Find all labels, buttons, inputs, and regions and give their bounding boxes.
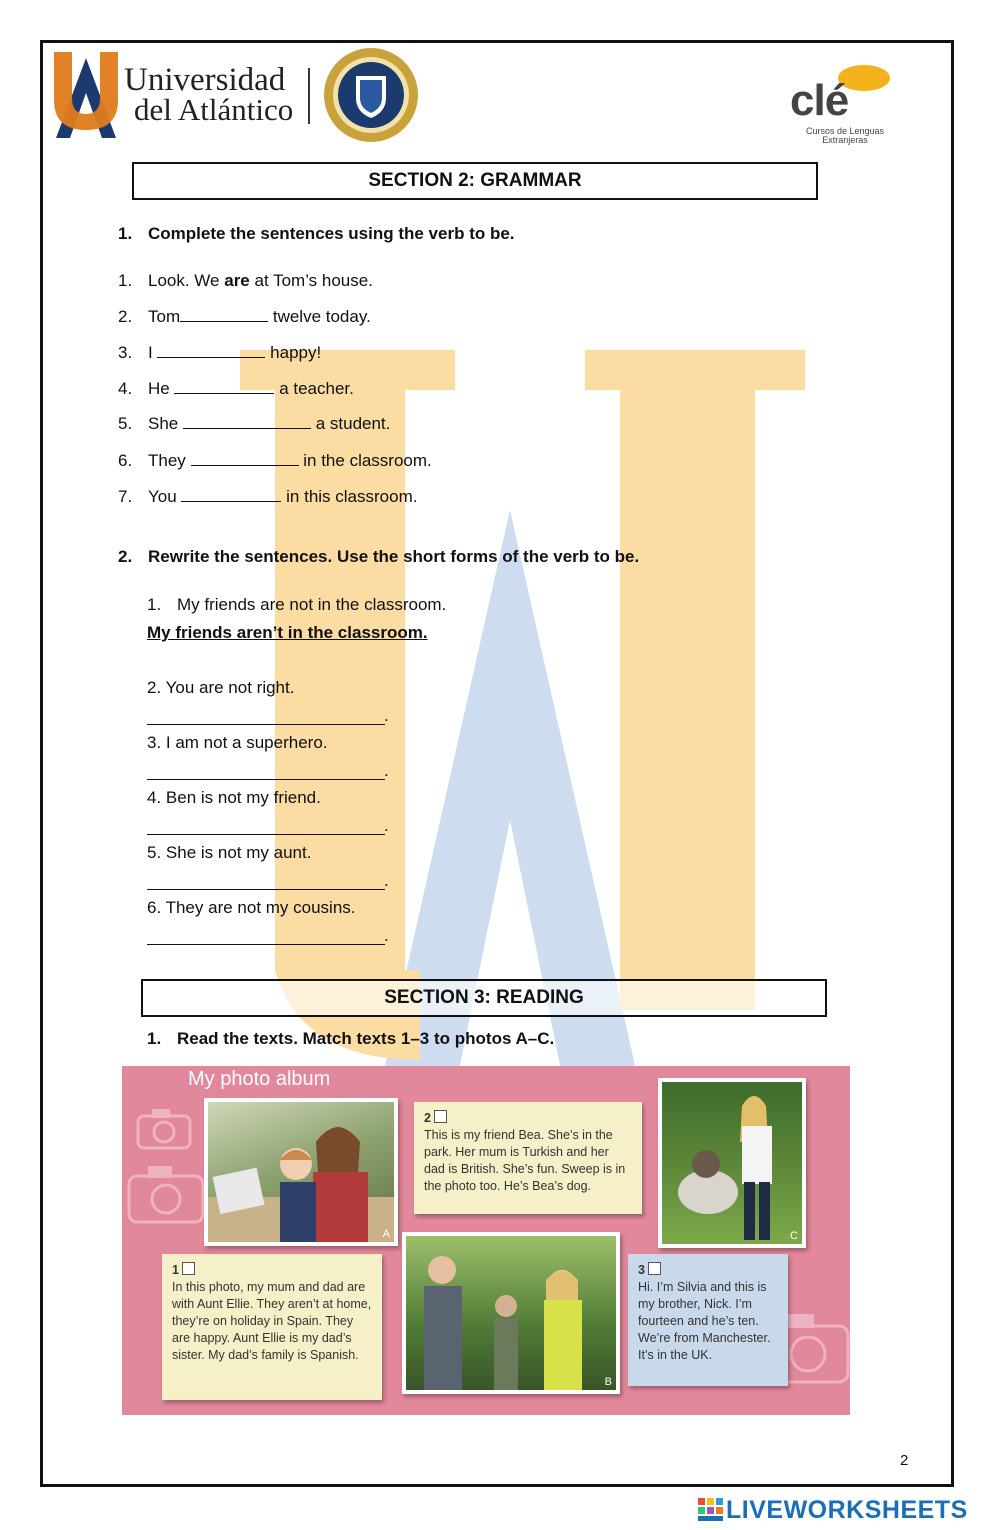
photo-c [658, 1078, 806, 1248]
rewrite-answer-line[interactable] [147, 889, 385, 890]
university-u-logo-icon [50, 48, 122, 140]
camera-icon [126, 1162, 206, 1224]
reading-instruction: 1. Read the texts. Match texts 1–3 to photos A–C. [147, 1029, 555, 1048]
photo-a [204, 1098, 398, 1246]
text-3-body: Hi. I’m Silvia and this is my brother, Nick. I’m fourteen and he’s ten. We’re from Manchester. It’s in the UK. [638, 1280, 771, 1362]
album-title: My photo album [188, 1068, 331, 1090]
line-end: . [384, 871, 389, 890]
answer-blank[interactable] [180, 307, 268, 322]
cle-subtitle: Cursos de Lenguas Extranjeras [805, 126, 885, 145]
university-name-line2: del Atlántico [134, 92, 294, 127]
rewrite-item: 3. I am not a superhero. [147, 733, 328, 752]
text-3-number: 3 [638, 1262, 778, 1279]
q2-example: 1. My friends are not in the classroom. [147, 595, 447, 614]
sentence-item: 5. She a student. [118, 414, 391, 433]
match-checkbox-1[interactable] [182, 1262, 195, 1275]
answer-blank[interactable] [181, 487, 281, 502]
line-end: . [384, 816, 389, 835]
text-2-body: This is my friend Bea. She’s in the park. Her mum is Turkish and her dad is British. She’s fun. Sweep is in the photo too. He’s Bea’s dog. [424, 1128, 626, 1193]
accreditation-seal-icon [322, 46, 420, 144]
photo-c-illustration [662, 1082, 802, 1244]
photo-label-a: A [382, 1228, 390, 1240]
text-card-2 [414, 1102, 642, 1214]
sentence-item: 6. They in the classroom. [118, 451, 432, 470]
rewrite-item: 2. You are not right. [147, 678, 295, 697]
q1-instruction: 1. Complete the sentences using the verb to be. [118, 224, 515, 243]
line-end: . [384, 706, 389, 725]
line-end: . [384, 761, 389, 780]
section3-title: SECTION 3: READING [141, 979, 827, 1017]
cle-logo-text: clé [790, 76, 849, 125]
answer-blank[interactable] [174, 379, 274, 394]
text-1-number: 1 [172, 1262, 372, 1279]
section2-title: SECTION 2: GRAMMAR [132, 162, 818, 200]
liveworksheets-brand[interactable]: LIVEWORKSHEETS [726, 1496, 968, 1524]
camera-icon [136, 1106, 192, 1150]
page-number: 2 [900, 1452, 909, 1469]
sentence-item: 4. He a teacher. [118, 379, 354, 398]
example-sentence: 1. Look. We are at Tom’s house. [118, 271, 373, 290]
rewrite-answer-line[interactable] [147, 834, 385, 835]
photo-label-b: B [604, 1376, 612, 1388]
rewrite-item: 6. They are not my cousins. [147, 898, 356, 917]
answer-blank[interactable] [191, 451, 299, 466]
rewrite-answer-line[interactable] [147, 724, 385, 725]
line-end: . [384, 926, 389, 945]
rewrite-answer-line[interactable] [147, 944, 385, 945]
rewrite-answer-line[interactable] [147, 779, 385, 780]
logo-divider [308, 68, 310, 124]
q2-example-answer: My friends aren’t in the classroom. [147, 623, 428, 642]
sentence-item: 3. I happy! [118, 343, 322, 362]
match-checkbox-2[interactable] [434, 1110, 447, 1123]
text-2-number: 2 [424, 1110, 632, 1127]
answer-blank[interactable] [157, 343, 265, 358]
text-1-body: In this photo, my mum and dad are with Aunt Ellie. They aren’t at home, they’re on holiday in Spain. They are happy. Aunt Ellie is my dad’s sister. My dad’s family is Spanish. [172, 1280, 372, 1362]
photo-album [122, 1066, 850, 1415]
q2-instruction: 2. Rewrite the sentences. Use the short forms of the verb to be. [118, 547, 640, 566]
text-card-1 [162, 1254, 382, 1400]
rewrite-item: 5. She is not my aunt. [147, 843, 312, 862]
text-card-3 [628, 1254, 788, 1386]
university-name-line1: Universidad [124, 62, 286, 98]
answer-blank[interactable] [183, 414, 311, 429]
sentence-item: 7. You in this classroom. [118, 487, 418, 506]
photo-b-illustration [406, 1236, 616, 1390]
photo-b [402, 1232, 620, 1394]
sentence-item: 2. Tom twelve today. [118, 307, 371, 326]
photo-label-c: C [790, 1230, 798, 1242]
photo-a-illustration [208, 1102, 394, 1242]
match-checkbox-3[interactable] [648, 1262, 661, 1275]
liveworksheets-logo-icon [698, 1498, 724, 1522]
rewrite-item: 4. Ben is not my friend. [147, 788, 321, 807]
